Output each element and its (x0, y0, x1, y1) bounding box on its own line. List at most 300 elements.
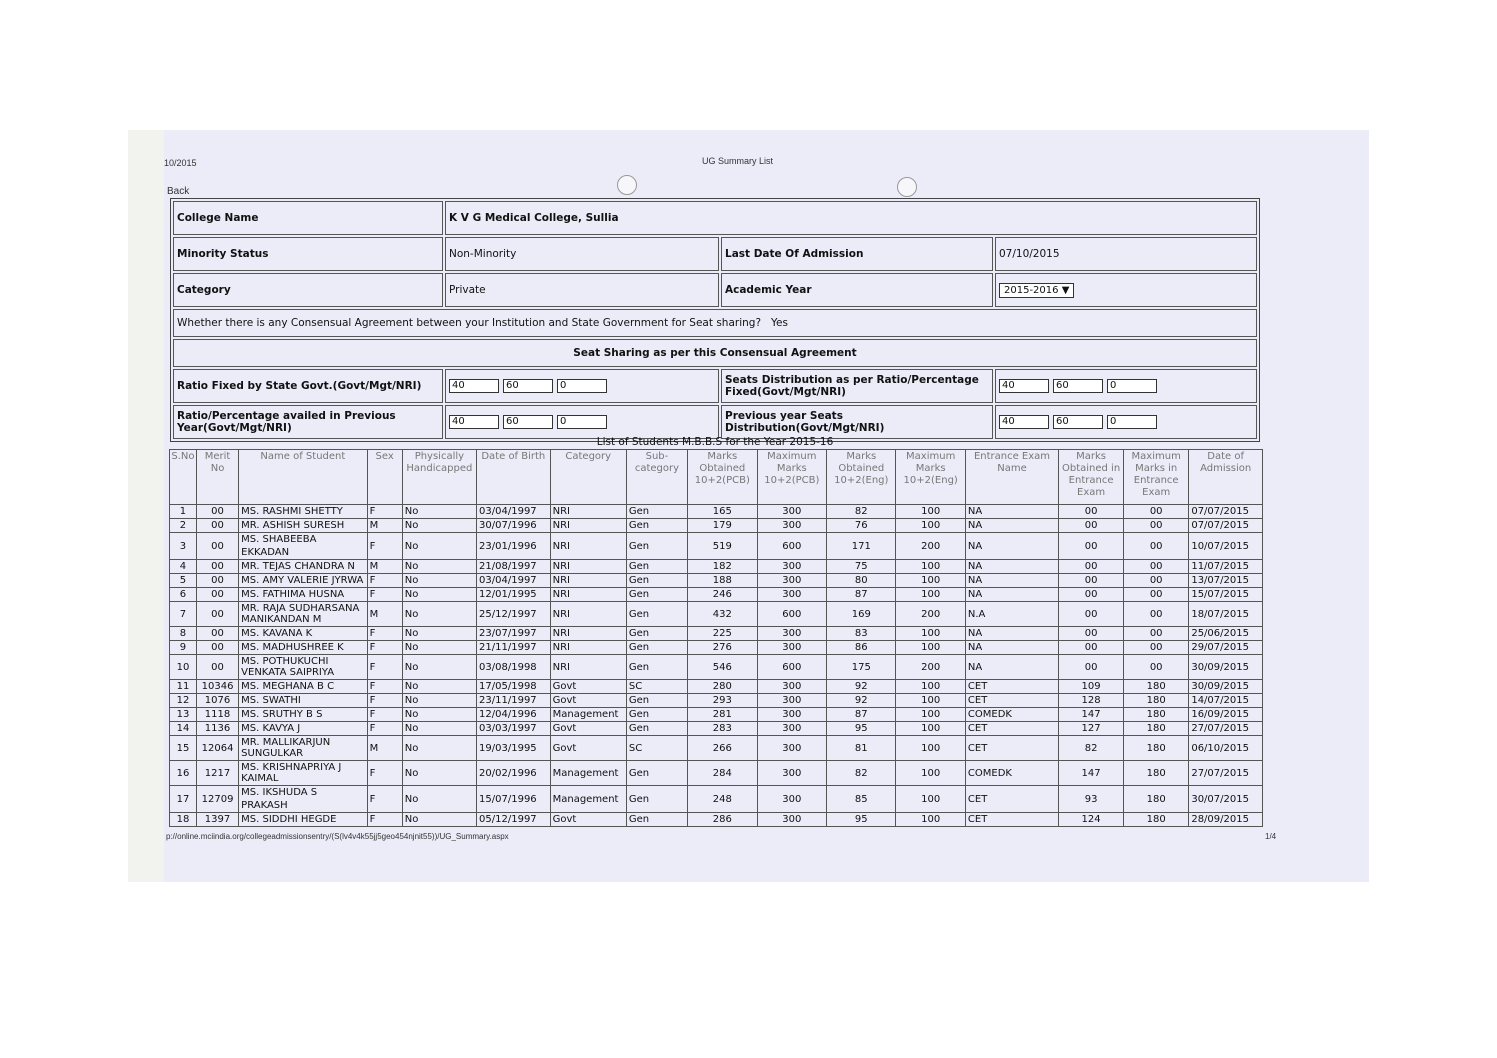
table-cell: 17 (170, 786, 197, 813)
table-cell: 12/04/1996 (477, 708, 551, 722)
table-cell: Gen (626, 533, 687, 560)
table-cell: 300 (757, 813, 827, 827)
table-cell: 13/07/2015 (1189, 574, 1263, 588)
table-cell: Gen (626, 602, 687, 627)
table-cell: Govt (550, 736, 626, 761)
table-cell: 15/07/2015 (1189, 588, 1263, 602)
table-cell: 124 (1059, 813, 1124, 827)
column-header: Name of Student (239, 450, 367, 505)
table-cell: Gen (626, 574, 687, 588)
table-cell: NA (965, 574, 1058, 588)
table-cell: MS. SHABEEBA EKKADAN (239, 533, 367, 560)
table-cell: 00 (1059, 505, 1124, 519)
table-cell: MS. KAVYA J (239, 722, 367, 736)
table-cell: 19/03/1995 (477, 736, 551, 761)
table-cell: 16 (170, 761, 197, 786)
table-cell: 03/04/1997 (477, 574, 551, 588)
sheet-margin (128, 130, 164, 882)
table-cell: 10346 (196, 680, 238, 694)
table-cell: NA (965, 533, 1058, 560)
table-cell: 1076 (196, 694, 238, 708)
table-cell: 05/12/1997 (477, 813, 551, 827)
table-cell: 00 (196, 533, 238, 560)
table-cell: F (367, 813, 402, 827)
table-cell: No (402, 680, 476, 694)
table-cell: NRI (550, 627, 626, 641)
table-cell: NRI (550, 560, 626, 574)
table-cell: 100 (896, 680, 965, 694)
back-link[interactable]: Back (167, 186, 190, 197)
ratio-fixed-govt-input[interactable]: 40 (449, 379, 499, 393)
table-cell: 171 (827, 533, 896, 560)
table-row (170, 694, 1263, 708)
table-cell: 21/11/1997 (477, 641, 551, 655)
table-row (170, 627, 1263, 641)
table-cell: 180 (1124, 786, 1189, 813)
table-cell: 1 (170, 505, 197, 519)
table-cell: 147 (1059, 761, 1124, 786)
academic-year-label: Academic Year (721, 273, 993, 307)
table-cell: 300 (757, 519, 827, 533)
column-header: Marks Obtained 10+2(Eng) (827, 450, 896, 505)
table-cell: 519 (688, 533, 758, 560)
table-cell: NRI (550, 505, 626, 519)
prev-distribution-inputs (995, 405, 1257, 439)
table-cell: No (402, 641, 476, 655)
student-table (169, 449, 1263, 827)
table-cell: 17/05/1998 (477, 680, 551, 694)
table-cell: 1136 (196, 722, 238, 736)
prev-dist-nri-input[interactable]: 0 (1107, 415, 1157, 429)
punch-hole (897, 177, 917, 197)
table-cell: 180 (1124, 813, 1189, 827)
table-cell: F (367, 655, 402, 680)
table-cell: Management (550, 761, 626, 786)
table-cell: 4 (170, 560, 197, 574)
table-cell: Gen (626, 627, 687, 641)
column-header: Entrance Exam Name (965, 450, 1058, 505)
table-cell: 12 (170, 694, 197, 708)
column-header: Maximum Marks in Entrance Exam (1124, 450, 1189, 505)
table-cell: 300 (757, 786, 827, 813)
table-row (170, 761, 1263, 786)
table-cell: 284 (688, 761, 758, 786)
table-cell: 283 (688, 722, 758, 736)
ratio-prev-inputs (445, 405, 719, 439)
table-cell: 281 (688, 708, 758, 722)
table-cell: 00 (196, 655, 238, 680)
table-cell: 14/07/2015 (1189, 694, 1263, 708)
table-cell: 18 (170, 813, 197, 827)
table-cell: 14 (170, 722, 197, 736)
table-cell: MR. MALLIKARJUN SUNGULKAR (239, 736, 367, 761)
table-cell: MS. SRUTHY B S (239, 708, 367, 722)
table-cell: F (367, 680, 402, 694)
table-cell: 00 (1059, 641, 1124, 655)
table-cell: 300 (757, 694, 827, 708)
table-cell: COMEDK (965, 761, 1058, 786)
table-cell: Govt (550, 694, 626, 708)
table-cell: Gen (626, 655, 687, 680)
table-cell: Gen (626, 505, 687, 519)
table-cell: Gen (626, 708, 687, 722)
student-list-title: List of Students M.B.B.S for the Year 2015-16 (596, 436, 834, 448)
table-cell: 00 (1059, 602, 1124, 627)
table-cell: CET (965, 786, 1058, 813)
table-cell: MS. KAVANA K (239, 627, 367, 641)
table-cell: NA (965, 505, 1058, 519)
table-cell: No (402, 560, 476, 574)
table-row (170, 813, 1263, 827)
table-cell: 179 (688, 519, 758, 533)
table-cell: F (367, 641, 402, 655)
table-cell: 225 (688, 627, 758, 641)
table-cell: 83 (827, 627, 896, 641)
table-cell: 30/09/2015 (1189, 680, 1263, 694)
table-cell: F (367, 588, 402, 602)
prev-distribution-label: Previous year Seats Distribution(Govt/Mgt/NRI) (721, 405, 993, 439)
ratio-fixed-nri-input[interactable]: 0 (557, 379, 607, 393)
table-cell: MS. MEGHANA B C (239, 680, 367, 694)
table-cell: 100 (896, 505, 965, 519)
table-cell: 00 (196, 505, 238, 519)
table-cell: No (402, 574, 476, 588)
table-cell: 300 (757, 761, 827, 786)
column-header: Maximum Marks 10+2(PCB) (757, 450, 827, 505)
table-cell: 182 (688, 560, 758, 574)
table-cell: MS. AMY VALERIE JYRWA (239, 574, 367, 588)
page-title: UG Summary List (702, 156, 774, 166)
table-cell: 06/10/2015 (1189, 736, 1263, 761)
table-cell: 200 (896, 602, 965, 627)
table-cell: 00 (1124, 627, 1189, 641)
table-cell: CET (965, 736, 1058, 761)
table-cell: MR. TEJAS CHANDRA N (239, 560, 367, 574)
table-cell: 100 (896, 722, 965, 736)
table-cell: 128 (1059, 694, 1124, 708)
table-cell: 12/01/1995 (477, 588, 551, 602)
table-cell: No (402, 602, 476, 627)
table-cell: 00 (196, 602, 238, 627)
table-cell: 30/07/2015 (1189, 786, 1263, 813)
table-cell: Gen (626, 588, 687, 602)
table-cell: F (367, 505, 402, 519)
table-cell: CET (965, 680, 1058, 694)
table-cell: 180 (1124, 722, 1189, 736)
table-cell: 95 (827, 722, 896, 736)
ratio-fixed-mgt-input[interactable]: 60 (503, 379, 553, 393)
table-cell: 28/09/2015 (1189, 813, 1263, 827)
table-cell: 180 (1124, 708, 1189, 722)
table-cell: 200 (896, 655, 965, 680)
table-cell: 00 (1124, 560, 1189, 574)
table-cell: No (402, 786, 476, 813)
table-cell: 100 (896, 627, 965, 641)
table-cell: M (367, 736, 402, 761)
table-cell: Gen (626, 519, 687, 533)
table-cell: 180 (1124, 761, 1189, 786)
table-cell: M (367, 560, 402, 574)
table-cell: 00 (1059, 627, 1124, 641)
table-cell: 1397 (196, 813, 238, 827)
table-cell: MR. ASHISH SURESH (239, 519, 367, 533)
table-cell: 75 (827, 560, 896, 574)
column-header: Date of Admission (1189, 450, 1263, 505)
ratio-fixed-label: Ratio Fixed by State Govt.(Govt/Mgt/NRI) (173, 369, 443, 403)
table-cell: NRI (550, 655, 626, 680)
table-cell: CET (965, 813, 1058, 827)
table-cell: 13 (170, 708, 197, 722)
table-cell: 165 (688, 505, 758, 519)
table-cell: 27/07/2015 (1189, 761, 1263, 786)
ratio-prev-mgt-input[interactable]: 60 (503, 415, 553, 429)
table-cell: 82 (827, 505, 896, 519)
table-cell: 07/07/2015 (1189, 519, 1263, 533)
table-cell: 188 (688, 574, 758, 588)
table-cell: 100 (896, 641, 965, 655)
category-value: Private (445, 273, 719, 307)
table-cell: NRI (550, 641, 626, 655)
table-cell: 2 (170, 519, 197, 533)
table-cell: 25/06/2015 (1189, 627, 1263, 641)
column-header: Marks Obtained in Entrance Exam (1059, 450, 1124, 505)
prev-dist-govt-input[interactable]: 40 (999, 415, 1049, 429)
table-cell: 109 (1059, 680, 1124, 694)
table-cell: 00 (1059, 560, 1124, 574)
table-cell: 8 (170, 627, 197, 641)
table-body (170, 505, 1263, 827)
table-cell: NA (965, 627, 1058, 641)
table-cell: 00 (196, 519, 238, 533)
table-cell: SC (626, 680, 687, 694)
table-cell: Gen (626, 560, 687, 574)
prev-dist-mgt-input[interactable]: 60 (1053, 415, 1103, 429)
college-name-label: College Name (173, 201, 443, 235)
table-cell: 300 (757, 680, 827, 694)
table-cell: 25/12/1997 (477, 602, 551, 627)
table-cell: No (402, 655, 476, 680)
table-cell: Govt (550, 722, 626, 736)
table-cell: 100 (896, 519, 965, 533)
table-cell: MR. RAJA SUDHARSANA MANIKANDAN M (239, 602, 367, 627)
table-cell: 82 (827, 761, 896, 786)
table-cell: F (367, 627, 402, 641)
table-cell: 00 (196, 588, 238, 602)
table-cell: F (367, 786, 402, 813)
table-cell: 21/08/1997 (477, 560, 551, 574)
table-cell: 175 (827, 655, 896, 680)
table-cell: Gen (626, 722, 687, 736)
table-cell: 15 (170, 736, 197, 761)
table-cell: 180 (1124, 736, 1189, 761)
table-cell: 276 (688, 641, 758, 655)
page-url: p://online.mciindia.org/collegeadmissionsentry/(S(lv4v4k55jj5geo454njnit55))/UG_Summary.aspx (166, 832, 509, 841)
academic-year-select[interactable] (999, 283, 1074, 298)
table-cell: No (402, 533, 476, 560)
table-cell: 5 (170, 574, 197, 588)
table-cell: NA (965, 588, 1058, 602)
table-cell: 100 (896, 708, 965, 722)
table-cell: Gen (626, 694, 687, 708)
ratio-fixed-inputs (445, 369, 719, 403)
table-cell: No (402, 505, 476, 519)
table-cell: 87 (827, 588, 896, 602)
table-cell: 11/07/2015 (1189, 560, 1263, 574)
table-cell: MS. FATHIMA HUSNA (239, 588, 367, 602)
table-row (170, 655, 1263, 680)
seat-sharing-title: Seat Sharing as per this Consensual Agreement (173, 339, 1257, 367)
table-cell: 180 (1124, 694, 1189, 708)
column-header: Sex (367, 450, 402, 505)
seats-dist-govt-input[interactable]: 40 (999, 379, 1049, 393)
table-cell: 00 (1124, 505, 1189, 519)
table-cell: 600 (757, 655, 827, 680)
minority-status-value: Non-Minority (445, 237, 719, 271)
table-cell: 280 (688, 680, 758, 694)
table-cell: 432 (688, 602, 758, 627)
table-cell: No (402, 813, 476, 827)
seats-dist-nri-input[interactable]: 0 (1107, 379, 1157, 393)
table-cell: 82 (1059, 736, 1124, 761)
table-cell: 248 (688, 786, 758, 813)
table-cell: 300 (757, 736, 827, 761)
table-cell: N.A (965, 602, 1058, 627)
table-cell: 1217 (196, 761, 238, 786)
table-cell: 180 (1124, 680, 1189, 694)
table-row (170, 736, 1263, 761)
table-cell: 00 (196, 641, 238, 655)
print-date: 10/2015 (164, 158, 197, 168)
table-cell: No (402, 708, 476, 722)
table-cell: 3 (170, 533, 197, 560)
table-cell: 92 (827, 680, 896, 694)
table-cell: 100 (896, 560, 965, 574)
table-cell: No (402, 694, 476, 708)
table-row (170, 602, 1263, 627)
table-cell: MS. RASHMI SHETTY (239, 505, 367, 519)
column-header: Marks Obtained 10+2(PCB) (688, 450, 758, 505)
table-cell: NRI (550, 588, 626, 602)
table-cell: 300 (757, 588, 827, 602)
table-cell: 00 (1124, 602, 1189, 627)
table-cell: F (367, 533, 402, 560)
table-cell: Management (550, 786, 626, 813)
table-cell: 546 (688, 655, 758, 680)
table-cell: 93 (1059, 786, 1124, 813)
table-cell: MS. SWATHI (239, 694, 367, 708)
table-cell: 600 (757, 533, 827, 560)
table-cell: 00 (1124, 533, 1189, 560)
table-cell: MS. IKSHUDA S PRAKASH (239, 786, 367, 813)
table-row (170, 588, 1263, 602)
table-cell: NRI (550, 533, 626, 560)
table-cell: 23/01/1996 (477, 533, 551, 560)
table-cell: F (367, 722, 402, 736)
table-cell: 246 (688, 588, 758, 602)
table-cell: No (402, 519, 476, 533)
seats-distribution-label: Seats Distribution as per Ratio/Percentage Fixed(Govt/Mgt/NRI) (721, 369, 993, 403)
table-cell: 86 (827, 641, 896, 655)
table-cell: Gen (626, 761, 687, 786)
last-date-value: 07/10/2015 (995, 237, 1257, 271)
table-cell: 300 (757, 627, 827, 641)
table-cell: 00 (196, 627, 238, 641)
table-cell: 16/09/2015 (1189, 708, 1263, 722)
table-cell: MS. SIDDHI HEGDE (239, 813, 367, 827)
column-header: Merit No (196, 450, 238, 505)
consensual-question: Whether there is any Consensual Agreement between your Institution and State Government for Seat sharing? (177, 317, 762, 329)
table-cell: 00 (196, 574, 238, 588)
table-cell: 293 (688, 694, 758, 708)
seats-distribution-inputs (995, 369, 1257, 403)
table-row (170, 574, 1263, 588)
table-cell: NA (965, 560, 1058, 574)
table-cell: 100 (896, 736, 965, 761)
table-cell: Govt (550, 680, 626, 694)
table-cell: Gen (626, 813, 687, 827)
ratio-prev-govt-input[interactable]: 40 (449, 415, 499, 429)
table-cell: NRI (550, 519, 626, 533)
table-row (170, 533, 1263, 560)
table-cell: No (402, 722, 476, 736)
chevron-down-icon: ▼ (1061, 284, 1070, 296)
table-cell: 6 (170, 588, 197, 602)
table-row (170, 680, 1263, 694)
table-cell: 10/07/2015 (1189, 533, 1263, 560)
table-row (170, 505, 1263, 519)
table-cell: 03/08/1998 (477, 655, 551, 680)
table-cell: 600 (757, 602, 827, 627)
table-cell: 00 (1124, 574, 1189, 588)
table-row (170, 708, 1263, 722)
table-cell: Govt (550, 813, 626, 827)
table-cell: 300 (757, 574, 827, 588)
table-cell: Gen (626, 641, 687, 655)
academic-year-selected: 2015-2016 (1004, 284, 1059, 296)
table-cell: 127 (1059, 722, 1124, 736)
table-row (170, 722, 1263, 736)
table-cell: M (367, 602, 402, 627)
table-cell: NRI (550, 574, 626, 588)
table-cell: 100 (896, 694, 965, 708)
table-cell: 147 (1059, 708, 1124, 722)
table-cell: No (402, 736, 476, 761)
table-cell: 00 (1059, 519, 1124, 533)
seats-dist-mgt-input[interactable]: 60 (1053, 379, 1103, 393)
table-cell: No (402, 588, 476, 602)
table-cell: 169 (827, 602, 896, 627)
table-cell: 300 (757, 641, 827, 655)
column-header: Date of Birth (477, 450, 551, 505)
college-name-value: K V G Medical College, Sullia (445, 201, 1257, 235)
table-row (170, 786, 1263, 813)
ratio-prev-nri-input[interactable]: 0 (557, 415, 607, 429)
table-cell: SC (626, 736, 687, 761)
college-info-table (170, 198, 1260, 442)
column-header: Sub-category (626, 450, 687, 505)
table-cell: 100 (896, 813, 965, 827)
table-cell: NRI (550, 602, 626, 627)
table-cell: CET (965, 722, 1058, 736)
table-cell: 300 (757, 505, 827, 519)
consensual-answer: Yes (771, 317, 788, 329)
table-cell: 85 (827, 786, 896, 813)
table-cell: 100 (896, 574, 965, 588)
table-cell: 15/07/1996 (477, 786, 551, 813)
punch-hole (617, 175, 637, 195)
category-label: Category (173, 273, 443, 307)
table-cell: Gen (626, 786, 687, 813)
